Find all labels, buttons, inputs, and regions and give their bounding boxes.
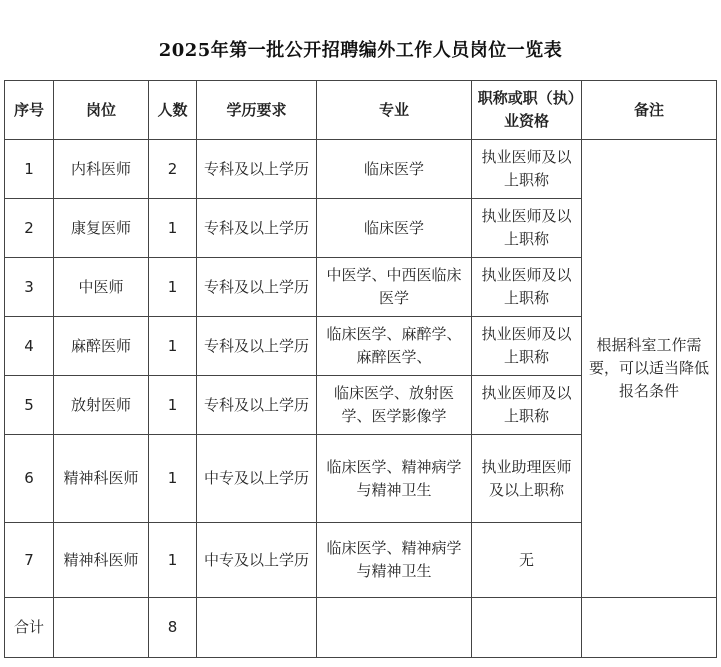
header-education: 学历要求: [197, 81, 317, 140]
cell-major: 临床医学: [317, 199, 472, 258]
cell-qualification: 执业医师及以上职称: [472, 140, 582, 199]
cell-count: 1: [149, 258, 197, 317]
cell-qualification: 执业医师及以上职称: [472, 258, 582, 317]
cell-major: 临床医学: [317, 140, 472, 199]
header-note: 备注: [582, 81, 717, 140]
total-empty: [582, 598, 717, 658]
header-row: [5, 81, 717, 140]
cell-post: 中医师: [54, 258, 149, 317]
header-qualification: 职称或职（执）业资格: [472, 81, 582, 140]
header-major: 专业: [317, 81, 472, 140]
cell-major: 临床医学、放射医学、医学影像学: [317, 376, 472, 435]
header-no: 序号: [5, 81, 54, 140]
cell-count: 1: [149, 435, 197, 523]
cell-education: 专科及以上学历: [197, 317, 317, 376]
cell-no: 7: [5, 523, 54, 598]
cell-no: 6: [5, 435, 54, 523]
cell-post: 内科医师: [54, 140, 149, 199]
cell-count: 1: [149, 317, 197, 376]
cell-count: 2: [149, 140, 197, 199]
cell-major: 临床医学、麻醉学、麻醉医学、: [317, 317, 472, 376]
cell-major: 中医学、中西医临床医学: [317, 258, 472, 317]
cell-no: 3: [5, 258, 54, 317]
cell-qualification: 执业医师及以上职称: [472, 376, 582, 435]
cell-qualification: 执业医师及以上职称: [472, 199, 582, 258]
cell-education: 专科及以上学历: [197, 376, 317, 435]
cell-note: 根据科室工作需要，可以适当降低报名条件: [582, 140, 717, 598]
cell-post: 精神科医师: [54, 523, 149, 598]
cell-education: 专科及以上学历: [197, 140, 317, 199]
cell-post: 精神科医师: [54, 435, 149, 523]
total-empty: [54, 598, 149, 658]
cell-major: 临床医学、精神病学与精神卫生: [317, 435, 472, 523]
total-row: [5, 598, 717, 658]
cell-no: 2: [5, 199, 54, 258]
cell-major: 临床医学、精神病学与精神卫生: [317, 523, 472, 598]
table-row: [5, 140, 717, 199]
cell-post: 放射医师: [54, 376, 149, 435]
cell-count: 1: [149, 376, 197, 435]
header-post: 岗位: [54, 81, 149, 140]
cell-qualification: 执业助理医师及以上职称: [472, 435, 582, 523]
cell-post: 麻醉医师: [54, 317, 149, 376]
cell-education: 中专及以上学历: [197, 435, 317, 523]
header-count: 人数: [149, 81, 197, 140]
total-count: 8: [149, 598, 197, 658]
cell-qualification: 执业医师及以上职称: [472, 317, 582, 376]
cell-education: 中专及以上学历: [197, 523, 317, 598]
cell-post: 康复医师: [54, 199, 149, 258]
cell-count: 1: [149, 199, 197, 258]
cell-education: 专科及以上学历: [197, 258, 317, 317]
total-empty: [317, 598, 472, 658]
cell-no: 5: [5, 376, 54, 435]
cell-education: 专科及以上学历: [197, 199, 317, 258]
cell-no: 1: [5, 140, 54, 199]
cell-no: 4: [5, 317, 54, 376]
cell-qualification: 无: [472, 523, 582, 598]
page-title: 2025年第一批公开招聘编外工作人员岗位一览表: [158, 40, 563, 61]
total-empty: [472, 598, 582, 658]
positions-table: [4, 80, 717, 658]
total-label: 合计: [5, 598, 54, 658]
cell-count: 1: [149, 523, 197, 598]
total-empty: [197, 598, 317, 658]
